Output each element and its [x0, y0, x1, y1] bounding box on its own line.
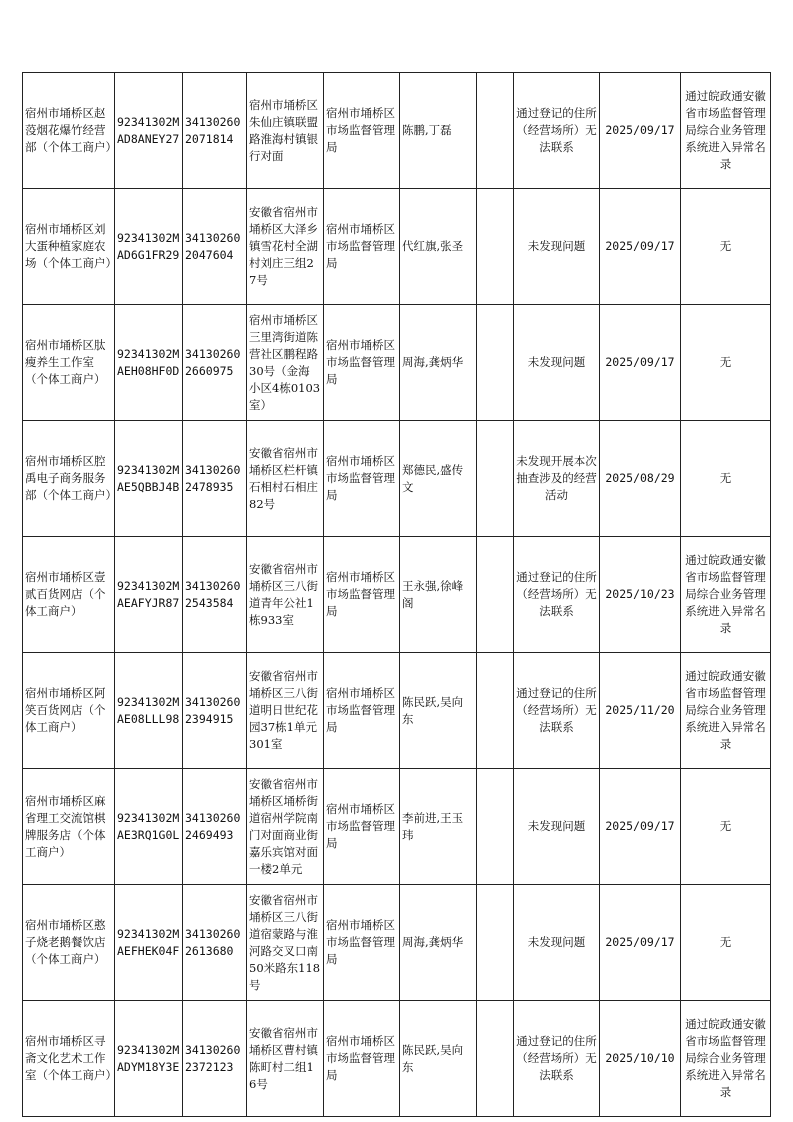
empty-cell	[477, 769, 514, 885]
action-cell: 无	[681, 885, 771, 1001]
action-cell: 无	[681, 189, 771, 305]
empty-cell	[477, 421, 514, 537]
result-cell: 未发现问题	[514, 885, 600, 1001]
table-row	[23, 421, 771, 537]
date-cell: 2025/09/17	[600, 73, 681, 189]
action-cell: 无	[681, 421, 771, 537]
inspectors-cell: 陈民跃,吴向东	[400, 653, 477, 769]
table-row	[23, 189, 771, 305]
date-cell: 2025/09/17	[600, 305, 681, 421]
address-cell: 宿州市埇桥区朱仙庄镇联盟路淮海村镇银行对面	[247, 73, 324, 189]
registration-number-cell: 341302602372123	[183, 1001, 247, 1117]
business-name-cell: 宿州市埇桥区阿笑百货网店（个体工商户）	[23, 653, 115, 769]
inspectors-cell: 周海,龚炳华	[400, 885, 477, 1001]
action-cell: 通过皖政通安徽省市场监督管理局综合业务管理系统进入异常名录	[681, 1001, 771, 1117]
business-name-cell: 宿州市埇桥区肽瘦养生工作室（个体工商户）	[23, 305, 115, 421]
inspectors-cell: 周海,龚炳华	[400, 305, 477, 421]
registration-number-cell: 341302602469493	[183, 769, 247, 885]
address-cell: 安徽省宿州市埇桥区大泽乡镇雪花村全湖村刘庄三组27号	[247, 189, 324, 305]
empty-cell	[477, 537, 514, 653]
table-row	[23, 305, 771, 421]
inspectors-cell: 王永强,徐峰阁	[400, 537, 477, 653]
registration-number-cell: 341302602478935	[183, 421, 247, 537]
business-name-cell: 宿州市埇桥区麻省理工交流馆棋牌服务店（个体工商户）	[23, 769, 115, 885]
business-name-cell: 宿州市埇桥区赵莈烟花爆竹经营部（个体工商户）	[23, 73, 115, 189]
empty-cell	[477, 73, 514, 189]
credit-code-cell: 92341302MAD6G1FR29	[115, 189, 183, 305]
action-cell: 无	[681, 305, 771, 421]
authority-cell: 宿州市埇桥区市场监督管理局	[324, 537, 400, 653]
authority-cell: 宿州市埇桥区市场监督管理局	[324, 421, 400, 537]
inspectors-cell: 代红旗,张圣	[400, 189, 477, 305]
empty-cell	[477, 885, 514, 1001]
result-cell: 通过登记的住所（经营场所）无法联系	[514, 537, 600, 653]
inspection-results-table	[22, 72, 771, 1117]
credit-code-cell: 92341302MAEH08HF0D	[115, 305, 183, 421]
address-cell: 安徽省宿州市埇桥区埇桥街道宿州学院南门对面商业街嘉乐宾馆对面一楼2单元	[247, 769, 324, 885]
action-cell: 无	[681, 769, 771, 885]
business-name-cell: 宿州市埇桥区寻斋文化艺术工作室（个体工商户）	[23, 1001, 115, 1117]
date-cell: 2025/09/17	[600, 885, 681, 1001]
table-body	[23, 73, 771, 1117]
date-cell: 2025/08/29	[600, 421, 681, 537]
business-name-cell: 宿州市埇桥区刘大蛋种植家庭农场（个体工商户）	[23, 189, 115, 305]
date-cell: 2025/10/23	[600, 537, 681, 653]
empty-cell	[477, 305, 514, 421]
authority-cell: 宿州市埇桥区市场监督管理局	[324, 305, 400, 421]
authority-cell: 宿州市埇桥区市场监督管理局	[324, 73, 400, 189]
table-row	[23, 653, 771, 769]
registration-number-cell: 341302602071814	[183, 73, 247, 189]
registration-number-cell: 341302602613680	[183, 885, 247, 1001]
business-name-cell: 宿州市埇桥区腔禹电子商务服务部（个体工商户）	[23, 421, 115, 537]
address-cell: 安徽省宿州市埇桥区三八街道宿蒙路与淮河路交叉口南50米路东118号	[247, 885, 324, 1001]
result-cell: 通过登记的住所（经营场所）无法联系	[514, 1001, 600, 1117]
table-row	[23, 537, 771, 653]
date-cell: 2025/09/17	[600, 769, 681, 885]
inspectors-cell: 李前进,王玉玮	[400, 769, 477, 885]
result-cell: 通过登记的住所（经营场所）无法联系	[514, 73, 600, 189]
address-cell: 安徽省宿州市埇桥区三八街道明日世纪花园37栋1单元301室	[247, 653, 324, 769]
address-cell: 安徽省宿州市埇桥区曹村镇陈町村二组16号	[247, 1001, 324, 1117]
table-row	[23, 769, 771, 885]
authority-cell: 宿州市埇桥区市场监督管理局	[324, 653, 400, 769]
credit-code-cell: 92341302MAE3RQ1G0L	[115, 769, 183, 885]
authority-cell: 宿州市埇桥区市场监督管理局	[324, 189, 400, 305]
credit-code-cell: 92341302MAE5QBBJ4B	[115, 421, 183, 537]
inspectors-cell: 陈民跃,吴向东	[400, 1001, 477, 1117]
empty-cell	[477, 189, 514, 305]
address-cell: 安徽省宿州市埇桥区栏杆镇石相村石相庄82号	[247, 421, 324, 537]
address-cell: 宿州市埇桥区三里湾街道陈营社区鹏程路30号（金海小区4栋0103室）	[247, 305, 324, 421]
registration-number-cell: 341302602543584	[183, 537, 247, 653]
action-cell: 通过皖政通安徽省市场监督管理局综合业务管理系统进入异常名录	[681, 653, 771, 769]
table-row	[23, 885, 771, 1001]
result-cell: 未发现问题	[514, 189, 600, 305]
inspectors-cell: 陈鹏,丁磊	[400, 73, 477, 189]
result-cell: 未发现开展本次抽查涉及的经营活动	[514, 421, 600, 537]
business-name-cell: 宿州市埇桥区憨子烧老鹅餐饮店（个体工商户）	[23, 885, 115, 1001]
registration-number-cell: 341302602660975	[183, 305, 247, 421]
date-cell: 2025/10/10	[600, 1001, 681, 1117]
table-row	[23, 1001, 771, 1117]
empty-cell	[477, 1001, 514, 1117]
credit-code-cell: 92341302MAEFHEK04F	[115, 885, 183, 1001]
result-cell: 通过登记的住所（经营场所）无法联系	[514, 653, 600, 769]
action-cell: 通过皖政通安徽省市场监督管理局综合业务管理系统进入异常名录	[681, 537, 771, 653]
credit-code-cell: 92341302MAD8ANEY27	[115, 73, 183, 189]
result-cell: 未发现问题	[514, 769, 600, 885]
address-cell: 安徽省宿州市埇桥区三八街道青年公社1栋933室	[247, 537, 324, 653]
registration-number-cell: 341302602047604	[183, 189, 247, 305]
result-cell: 未发现问题	[514, 305, 600, 421]
credit-code-cell: 92341302MAEAFYJR87	[115, 537, 183, 653]
credit-code-cell: 92341302MAE08LLL98	[115, 653, 183, 769]
date-cell: 2025/11/20	[600, 653, 681, 769]
authority-cell: 宿州市埇桥区市场监督管理局	[324, 885, 400, 1001]
action-cell: 通过皖政通安徽省市场监督管理局综合业务管理系统进入异常名录	[681, 73, 771, 189]
empty-cell	[477, 653, 514, 769]
registration-number-cell: 341302602394915	[183, 653, 247, 769]
date-cell: 2025/09/17	[600, 189, 681, 305]
business-name-cell: 宿州市埇桥区壹贰百货网店（个体工商户）	[23, 537, 115, 653]
credit-code-cell: 92341302MADYM18Y3E	[115, 1001, 183, 1117]
authority-cell: 宿州市埇桥区市场监督管理局	[324, 1001, 400, 1117]
inspectors-cell: 郑德民,盛传文	[400, 421, 477, 537]
table-row	[23, 73, 771, 189]
authority-cell: 宿州市埇桥区市场监督管理局	[324, 769, 400, 885]
